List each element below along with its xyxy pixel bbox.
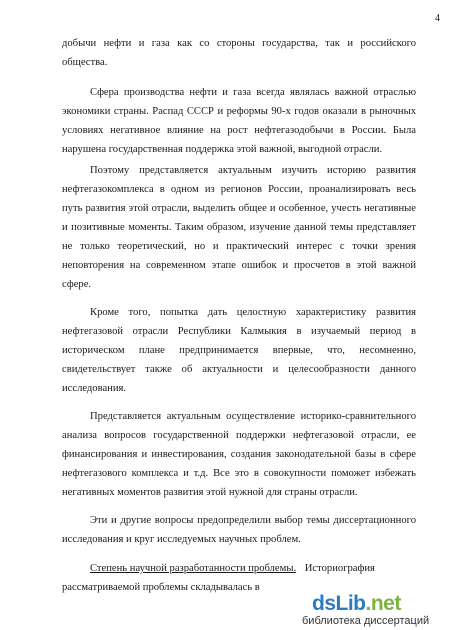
text-line: анализа вопросов государственной поддержки нефтегазовой отрасли, ее — [62, 430, 416, 441]
watermark-logo-tld: .net — [365, 592, 401, 615]
text-line: сфере. — [62, 279, 92, 290]
text-line: условиях негативное влияние на рост нефтегазодобычи в России. Была — [62, 125, 416, 136]
text-line: нефтегазовой отрасли Республики Калмыкия в изучаемый период в — [62, 326, 416, 337]
text-line: не только теоретический, но и практический интерес с точки зрения — [62, 241, 416, 252]
text-line: общества. — [62, 57, 108, 68]
text-line: исследования. — [62, 383, 127, 394]
site-watermark — [282, 590, 450, 630]
text-line: Эти и другие вопросы предопределили выбор темы диссертационного — [90, 515, 416, 526]
text-line: и позитивные моменты. Таким образом, изучение данной темы представляет — [62, 222, 416, 233]
text-line: экономики страны. Распад СССР и реформы 90-х годов оказали в рыночных — [62, 106, 416, 117]
text-line: финансирования и инвестирования, создания законодательной базы в сфере — [62, 449, 416, 460]
text-line — [62, 559, 416, 578]
watermark-subtitle: библиотека диссертаций — [302, 615, 430, 627]
text-line: негативных моментов развития этой нужной для страны отрасли. — [62, 487, 358, 498]
text-line: Сфера производства нефти и газа всегда являлась важной отраслью — [90, 87, 416, 98]
text-line: нарушена государственная поддержка этой важной, выгодной отрасли. — [62, 144, 383, 155]
text-line: неповторения на современном этапе ошибок и просчетов в этой важной — [62, 260, 416, 271]
text-line: нефтегазокомплекса в одном из регионов России, проанализировать весь — [62, 184, 416, 195]
document-body — [62, 34, 416, 597]
text-line: исследования и круг исследуемых научных проблем. — [62, 534, 301, 545]
section-heading: Степень научной разработанности проблемы. — [90, 563, 297, 574]
watermark-logo — [312, 592, 401, 616]
text-line: нефтегазового комплекса и т.д. Все это в совокупности поможет избежать — [62, 468, 416, 479]
text-line: путь развития этой отрасли, выделить общее и особенное, учесть негативные — [62, 203, 416, 214]
text-line: Кроме того, попытка дать целостную характеристику развития — [90, 307, 416, 318]
text-line: рассматриваемой проблемы складывалась в — [62, 582, 260, 593]
text-line: Поэтому представляется актуальным изучить историю развития — [90, 165, 416, 176]
text-line: свидетельствует также об актуальности и целесообразности данного — [62, 364, 416, 375]
watermark-logo-main: dsLib — [312, 592, 366, 615]
text-line: добычи нефти и газа как со стороны государства, так и российского — [62, 38, 416, 49]
text-line: Представляется актуальным осуществление историко-сравнительного — [90, 411, 416, 422]
text-line: историческом плане предпринимается впервые, что, несомненно, — [62, 345, 416, 356]
page-number: 4 — [435, 13, 440, 24]
text-fragment: Историография — [304, 563, 375, 574]
